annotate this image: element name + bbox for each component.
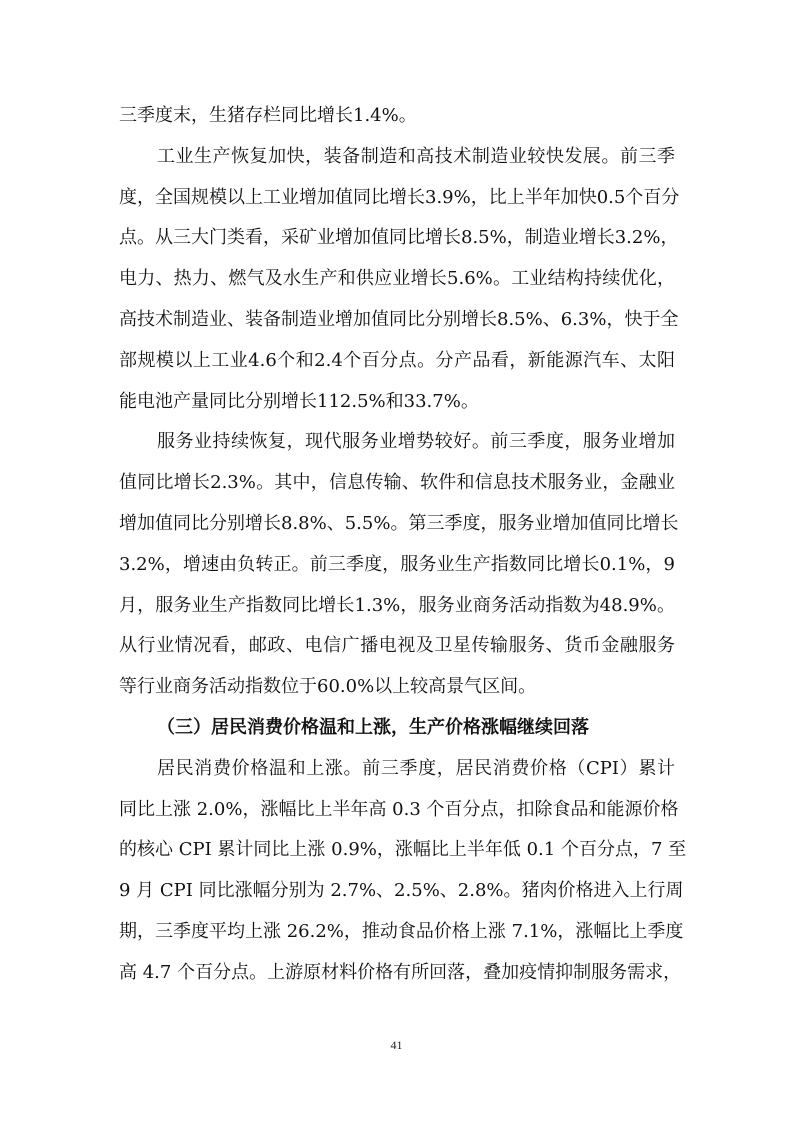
text-line: 同比上涨 2.0%，涨幅比上半年高 0.3 个百分点，扣除食品和能源价格 (119, 798, 679, 820)
text-line: 等行业商务活动指数位于60.0%以上较高景气区间。 (119, 676, 537, 698)
text-line: 月，服务业生产指数同比增长1.3%，服务业商务活动指数为48.9%。 (119, 594, 675, 616)
section-heading: （三）居民消费价格温和上涨，生产价格涨幅继续回落 (157, 716, 589, 738)
text-line: 9 月 CPI 同比涨幅分别为 2.7%、2.5%、2.8%。猪肉价格进入上行周 (119, 880, 684, 902)
page-number: 41 (390, 1038, 403, 1052)
text-line: 的核心 CPI 累计同比上涨 0.9%，涨幅比上半年低 0.1 个百分点，7 至 (119, 839, 687, 861)
text-line: 从行业情况看，邮政、电信广播电视及卫星传输服务、货币金融服务 (119, 635, 675, 657)
text-line: 点。从三大门类看，采矿业增加值同比增长8.5%，制造业增长3.2%， (119, 227, 679, 249)
paragraph-first-line: 居民消费价格温和上涨。前三季度，居民消费价格（CPI）累计 (157, 757, 675, 779)
text-line: 度，全国规模以上工业增加值同比增长3.9%，比上半年加快0.5个百分 (119, 186, 680, 208)
text-line: 3.2%，增速由负转正。前三季度，服务业生产指数同比增长0.1%，9 (119, 553, 675, 575)
text-line: 值同比增长2.3%。其中，信息传输、软件和信息技术服务业，金融业 (119, 472, 675, 494)
text-line: 电力、热力、燃气及水生产和供应业增长5.6%。工业结构持续优化， (119, 268, 675, 290)
text-line: 高 4.7 个百分点。上游原材料价格有所回落，叠加疫情抑制服务需求， (119, 961, 682, 983)
text-line: 期，三季度平均上涨 26.2%，推动食品价格上涨 7.1%，涨幅比上季度 (119, 920, 684, 942)
text-line: 能电池产量同比分别增长112.5%和33.7%。 (119, 390, 479, 412)
text-line: 高技术制造业、装备制造业增加值同比分别增长8.5%、6.3%，快于全 (119, 308, 679, 330)
text-line: 三季度末，生猪存栏同比增长1.4%。 (119, 105, 417, 126)
body-text (119, 96, 687, 994)
text-line: 部规模以上工业4.6个和2.4个百分点。分产品看，新能源汽车、太阳 (119, 349, 675, 371)
text-line: 增加值同比分别增长8.8%、5.5%。第三季度，服务业增加值同比增长 (119, 512, 679, 534)
paragraph-first-line: 工业生产恢复加快，装备制造和高技术制造业较快发展。前三季 (157, 145, 675, 167)
paragraph-first-line: 服务业持续恢复，现代服务业增势较好。前三季度，服务业增加 (157, 431, 675, 453)
